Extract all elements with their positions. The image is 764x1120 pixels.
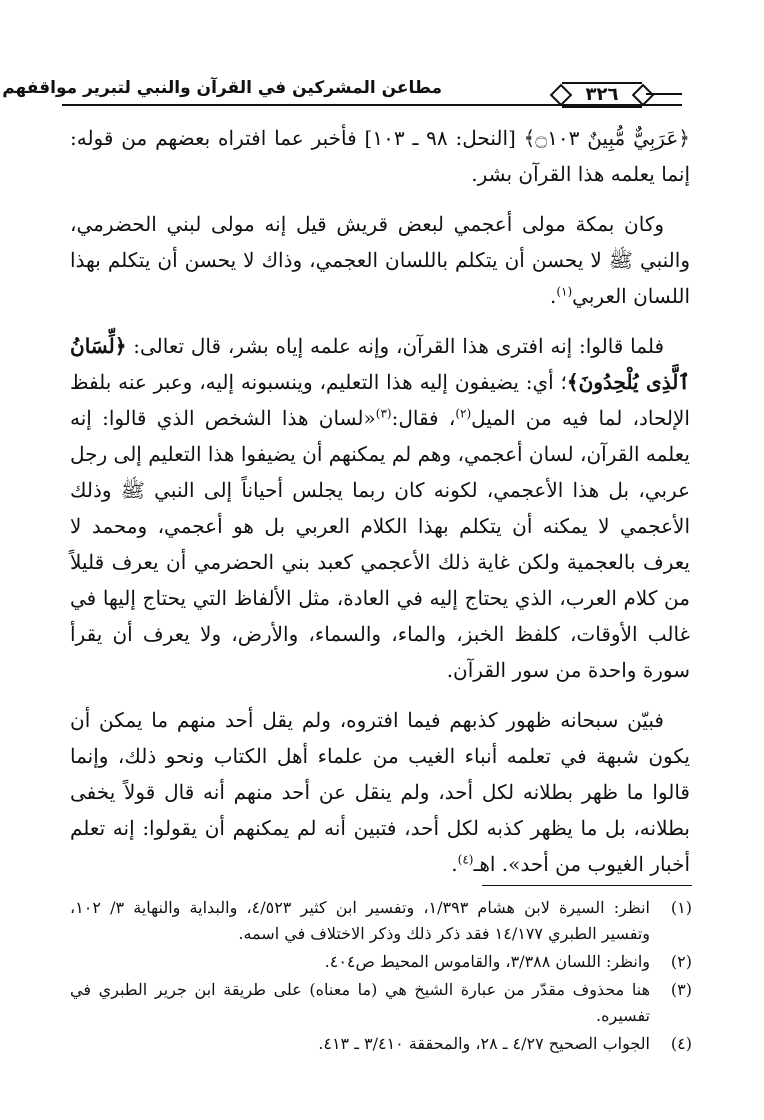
paragraph-4-end: . [451, 852, 458, 876]
paragraph-1: ﴿عَرَبِيٌّ مُّبِينٌ ۝١٠٣﴾ [النحل: ٩٨ ـ ١٠٣] فأخبر عما افتراه بعضهم من قوله: إنما يعلمه هذا القرآن بشر. [70, 126, 690, 186]
footnote [70, 977, 692, 1029]
main-text [70, 120, 690, 896]
running-title: مطاعن المشركين في القرآن والنبي لتبرير مواقفهم [2, 78, 442, 98]
footnote-separator [482, 885, 692, 886]
paragraph-4 [70, 702, 690, 882]
footnote-text: هنا محذوف مقدّر من عبارة الشيخ هي (ما معناه) على طريقة ابن جرير الطبري في تفسيره. [70, 980, 650, 1025]
footnote-ref-4: (٤) [457, 852, 474, 867]
footnote-ref-1: (١) [556, 284, 573, 299]
footnote-number: (٢) [670, 952, 692, 971]
header-rule [62, 104, 682, 106]
footnote-text: انظر: السيرة لابن هشام ١/٣٩٣، وتفسير ابن كثير ٤/٥٢٣، والبداية والنهاية ٣/ ١٠٢، وتفسير الطبري ١٤/١٧٧ فقد ذكر ذلك وذكر الاختلاف في اسمه. [70, 898, 650, 943]
footnote-text: الجواب الصحيح ٤/٢٧ ـ ٢٨، والمحققة ٣/٤١٠ ـ ٤١٣. [318, 1034, 650, 1053]
paragraph-3-gloss: ؛ أي: يضيفون إليه هذا التعليم، وينسبونه إليه، وعبر عنه بلفظ الإلحاد، لما فيه من الميل [70, 370, 690, 430]
footnote-text: وانظر: اللسان ٣/٣٨٨، والقاموس المحيط ص٤٠٤. [324, 952, 650, 971]
footnote [70, 895, 692, 947]
footnote-number: (٣) [670, 980, 692, 999]
footnote [70, 1031, 692, 1057]
paragraph-3-quote: «لسان هذا الشخص الذي قالوا: إنه يعلمه القرآن، لسان أعجمي، وهم لم يمكنهم أن يضيفوا هذا التعليم إلى رجل عربي، بل هذا الأعجمي، لكونه كان ربما يجلس أحياناً إلى النبي ﷺ وذلك الأعجمي لا يمكنه أن يتكلم بهذا الكلام العربي بل هو أعجمي، ومحمد لا يعرف بالعجمية ولكن غاية ذلك الأعجمي كعبد بني الحضرمي أن يعرف قليلاً من كلام العرب، الذي يحتاج إليه في العادة، مثل الألفاظ التي يحتاج إليها في غالب الأوقات، كلفظ الخبز، والماء، والسماء، والأرض، ولا يعرف أن يقرأ سورة واحدة من سور القرآن. [70, 406, 690, 682]
quran-verse: ﴿لِّسَانُ ٱلَّذِى يُلْحِدُونَ﴾ [70, 334, 691, 394]
paragraph-2-end: . [549, 284, 557, 308]
footnote-ref-3: (٣) [375, 406, 392, 421]
page-header [2, 66, 682, 116]
paragraph-3 [70, 328, 690, 688]
page-number: ٣٢٦ [562, 82, 642, 108]
paragraph-2-text: وكان بمكة مولى أعجمي لبعض قريش قيل إنه مولى لبني الحضرمي، والنبي ﷺ لا يحسن أن يتكلم باللسان العجمي، وذاك لا يحسن أن يتكلم بهذا اللسان العربي [70, 212, 690, 308]
footnote-number: (١) [670, 898, 692, 917]
footnotes [70, 895, 692, 1059]
footnote-number: (٤) [670, 1034, 692, 1053]
paragraph-3-said: ، فقال: [391, 406, 456, 430]
paragraph-4-text: فبيّن سبحانه ظهور كذبهم فيما افتروه، ولم يقل أحد منهم ما يمكن أن يكون شبهة في تعلمه أنباء الغيب من علماء أهل الكتاب ونحو ذلك، وإنما قالوا ما ظهر بطلانه لكل أحد، ولم ينقل عن أحد منهم أنه قال قولاً يخفى بطلانه، بل ما يظهر كذبه لكل أحد، فتبين أنه لم يمكنهم أن يقولوا: إنه تعلم أخبار الغيوب من أحد». اهـ [70, 708, 690, 876]
header-dash [646, 93, 682, 95]
footnote-ref-2: (٢) [455, 406, 472, 421]
footnote [70, 949, 692, 975]
paragraph-2 [70, 206, 690, 314]
paragraph-3-intro: فلما قالوا: إنه افترى هذا القرآن، وإنه علمه إياه بشر، قال تعالى: [133, 334, 665, 358]
